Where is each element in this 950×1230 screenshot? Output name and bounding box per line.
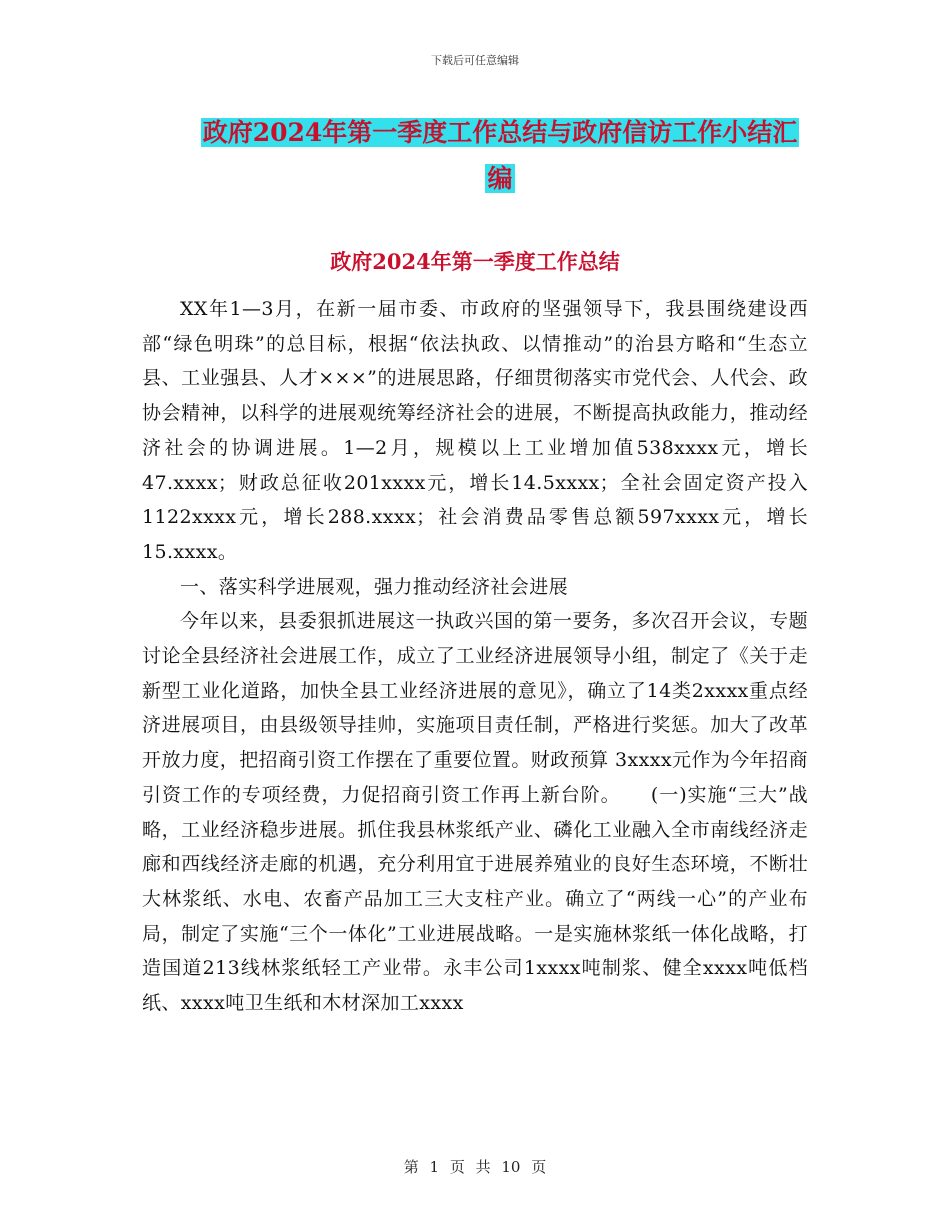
document-title-line-2: 编 [487,164,513,193]
section-title: 政府2024年第一季度工作总结 [330,249,620,274]
document-title [140,110,860,202]
paragraph-main: 今年以来，县委狠抓进展这一执政兴国的第一要务，多次召开会议，专题讨论全县经济社会进展工作，成立了工业经济进展领导小组，制定了《关于走新型工业化道路，加快全县工业经济进展的意见》，确立了14类2xxxx重点经济进展项目，由县级领导挂帅，实施项目责任制，严格进行奖惩。加大了改革开放力度，把招商引资工作摆在了重要位置。财政预算 3xxxx元作为今年招商引资工作的专项经费，力促招商引资工作再上新台阶。 (一)实施“三大”战略，工业经济稳步进展。抓住我县林浆纸产业、磷化工业融入全市南线经济走廊和西线经济走廊的机遇，充分利用宜于进展养殖业的良好生态环境，不断壮大林浆纸、水电、农畜产品加工三大支柱产业。确立了“两线一心”的产业布局，制定了实施“三个一体化”工业进展战略。一是实施林浆纸一体化战略，打造国道213线林浆纸轻工产业带。永丰公司1xxxx吨制浆、健全xxxx吨低档纸、xxxx吨卫生纸和木材深加工xxxx [142,610,808,1015]
header-note: 下载后可任意编辑 [431,54,519,67]
paragraph-intro: XX年1—3月，在新一届市委、市政府的坚强领导下，我县围绕建设西部“绿色明珠”的总目标，根据“依法执政、以情推动”的治县方略和“生态立县、工业强县、人才×××”的进展思路，仔细贯彻落实市党代会、人代会、政协会精神，以科学的进展观统筹经济社会的进展，不断提高执政能力，推动经济社会的协调进展。1—2月，规模以上工业增加值538xxxx元，增长47.xxxx；财政总征收201xxxx元，增长14.5xxxx；全社会固定资产投入1122xxxx元，增长288.xxxx；社会消费品零售总额597xxxx元，增长15.xxxx。 [142,298,808,563]
page-number: 第 1 页 共 10 页 [403,1158,547,1176]
document-title-line-1: 政府2024年第一季度工作总结与政府信访工作小结汇 [202,118,798,147]
paragraph-heading: 一、落实科学进展观，强力推动经济社会进展 [180,575,569,598]
document-body [142,292,808,1021]
